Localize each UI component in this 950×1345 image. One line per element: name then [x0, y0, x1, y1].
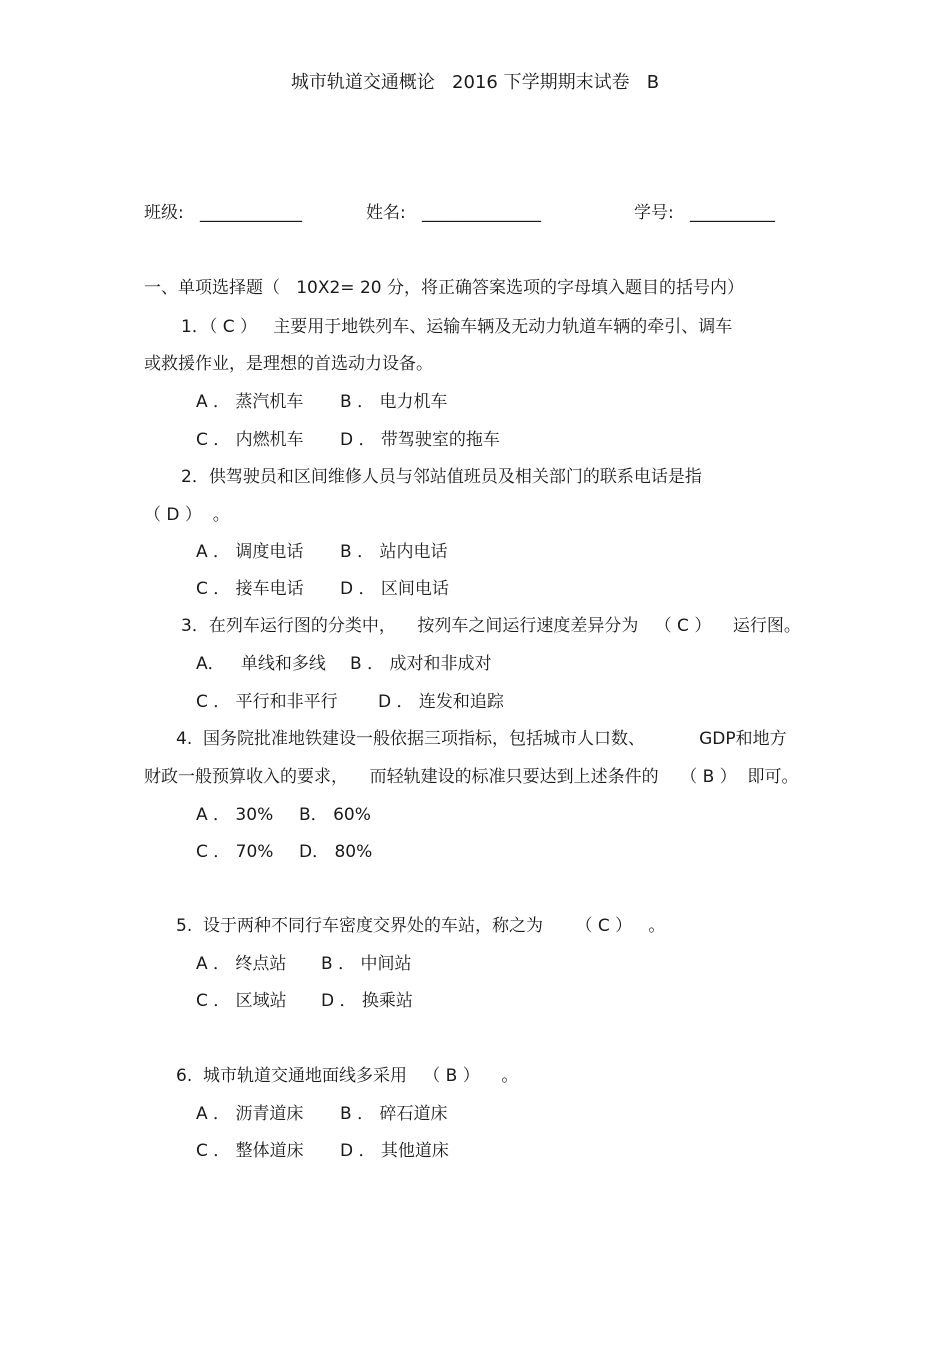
question-5-option-d: D ． 换乘站 — [321, 991, 413, 1011]
question-4-option-d: D． 80% — [299, 842, 373, 862]
question-4-line-2: 财政一般预算收入的要求， 而轻轨建设的标准只要达到上述条件的 （ B ） 即可。 — [144, 767, 799, 787]
question-2-option-c: C ． 接车电话 — [196, 579, 304, 599]
name-field-label: 姓名: ______________ — [366, 203, 541, 223]
question-6-option-d: D ． 其他道床 — [340, 1141, 449, 1161]
question-1-option-b: B ． 电力机车 — [340, 392, 448, 412]
question-3-line-1: 3．在列车运行图的分类中， 按列车之间运行速度差异分为 （ C ） 运行图。 — [181, 616, 801, 636]
question-3-option-d: D ． 连发和追踪 — [378, 692, 504, 712]
question-6-option-b: B ． 碎石道床 — [340, 1104, 448, 1124]
question-3-option-c: C ． 平行和非平行 — [196, 692, 338, 712]
page-title: 城市轨道交通概论 2016 下学期期末试卷 B — [290, 72, 660, 93]
question-4-line-1: 4. 国务院批准地铁建设一般依据三项指标，包括城市人口数、 GDP和地方 — [176, 729, 787, 749]
question-2-line-2: （ D ） 。 — [144, 505, 230, 525]
question-2-option-b: B ． 站内电话 — [340, 542, 448, 562]
question-5-option-a: A ． 终点站 — [196, 954, 287, 974]
question-4-option-c: C ． 70% — [196, 842, 274, 862]
class-field-label: 班级: ____________ — [144, 203, 302, 223]
question-2-option-d: D ． 区间电话 — [340, 579, 449, 599]
question-3-option-b: B ． 成对和非成对 — [350, 654, 492, 674]
question-2-line-1: 2．供驾驶员和区间维修人员与邻站值班员及相关部门的联系电话是指 — [181, 467, 702, 487]
question-6-option-c: C ． 整体道床 — [196, 1141, 304, 1161]
question-1-option-c: C ． 内燃机车 — [196, 430, 304, 450]
question-1-option-a: A ． 蒸汽机车 — [196, 392, 304, 412]
question-4-option-b: B． 60% — [299, 805, 371, 825]
question-5-option-b: B ． 中间站 — [321, 954, 412, 974]
question-5-line-1: 5. 设于两种不同行车密度交界处的车站，称之为 （ C ） 。 — [176, 916, 666, 936]
section-heading: 一、单项选择题（ 10X2= 20 分，将正确答案选项的字母填入题目的括号内） — [144, 278, 744, 298]
question-1-line-1: 1．（ C ） 主要用于地铁列车、运输车辆及无动力轨道车辆的牵引、调车 — [181, 317, 733, 337]
question-6-line-1: 6. 城市轨道交通地面线多采用 （ B ） 。 — [176, 1066, 519, 1086]
question-4-option-a: A ． 30% — [196, 805, 274, 825]
question-3-option-a: A． 单线和多线 — [196, 654, 326, 674]
question-6-option-a: A ． 沥青道床 — [196, 1104, 304, 1124]
question-5-option-c: C ． 区域站 — [196, 991, 287, 1011]
student-id-field-label: 学号: __________ — [634, 203, 775, 223]
question-1-option-d: D ． 带驾驶室的拖车 — [340, 430, 500, 450]
question-2-option-a: A ． 调度电话 — [196, 542, 304, 562]
question-1-line-2: 或救援作业，是理想的首选动力设备。 — [144, 354, 433, 374]
